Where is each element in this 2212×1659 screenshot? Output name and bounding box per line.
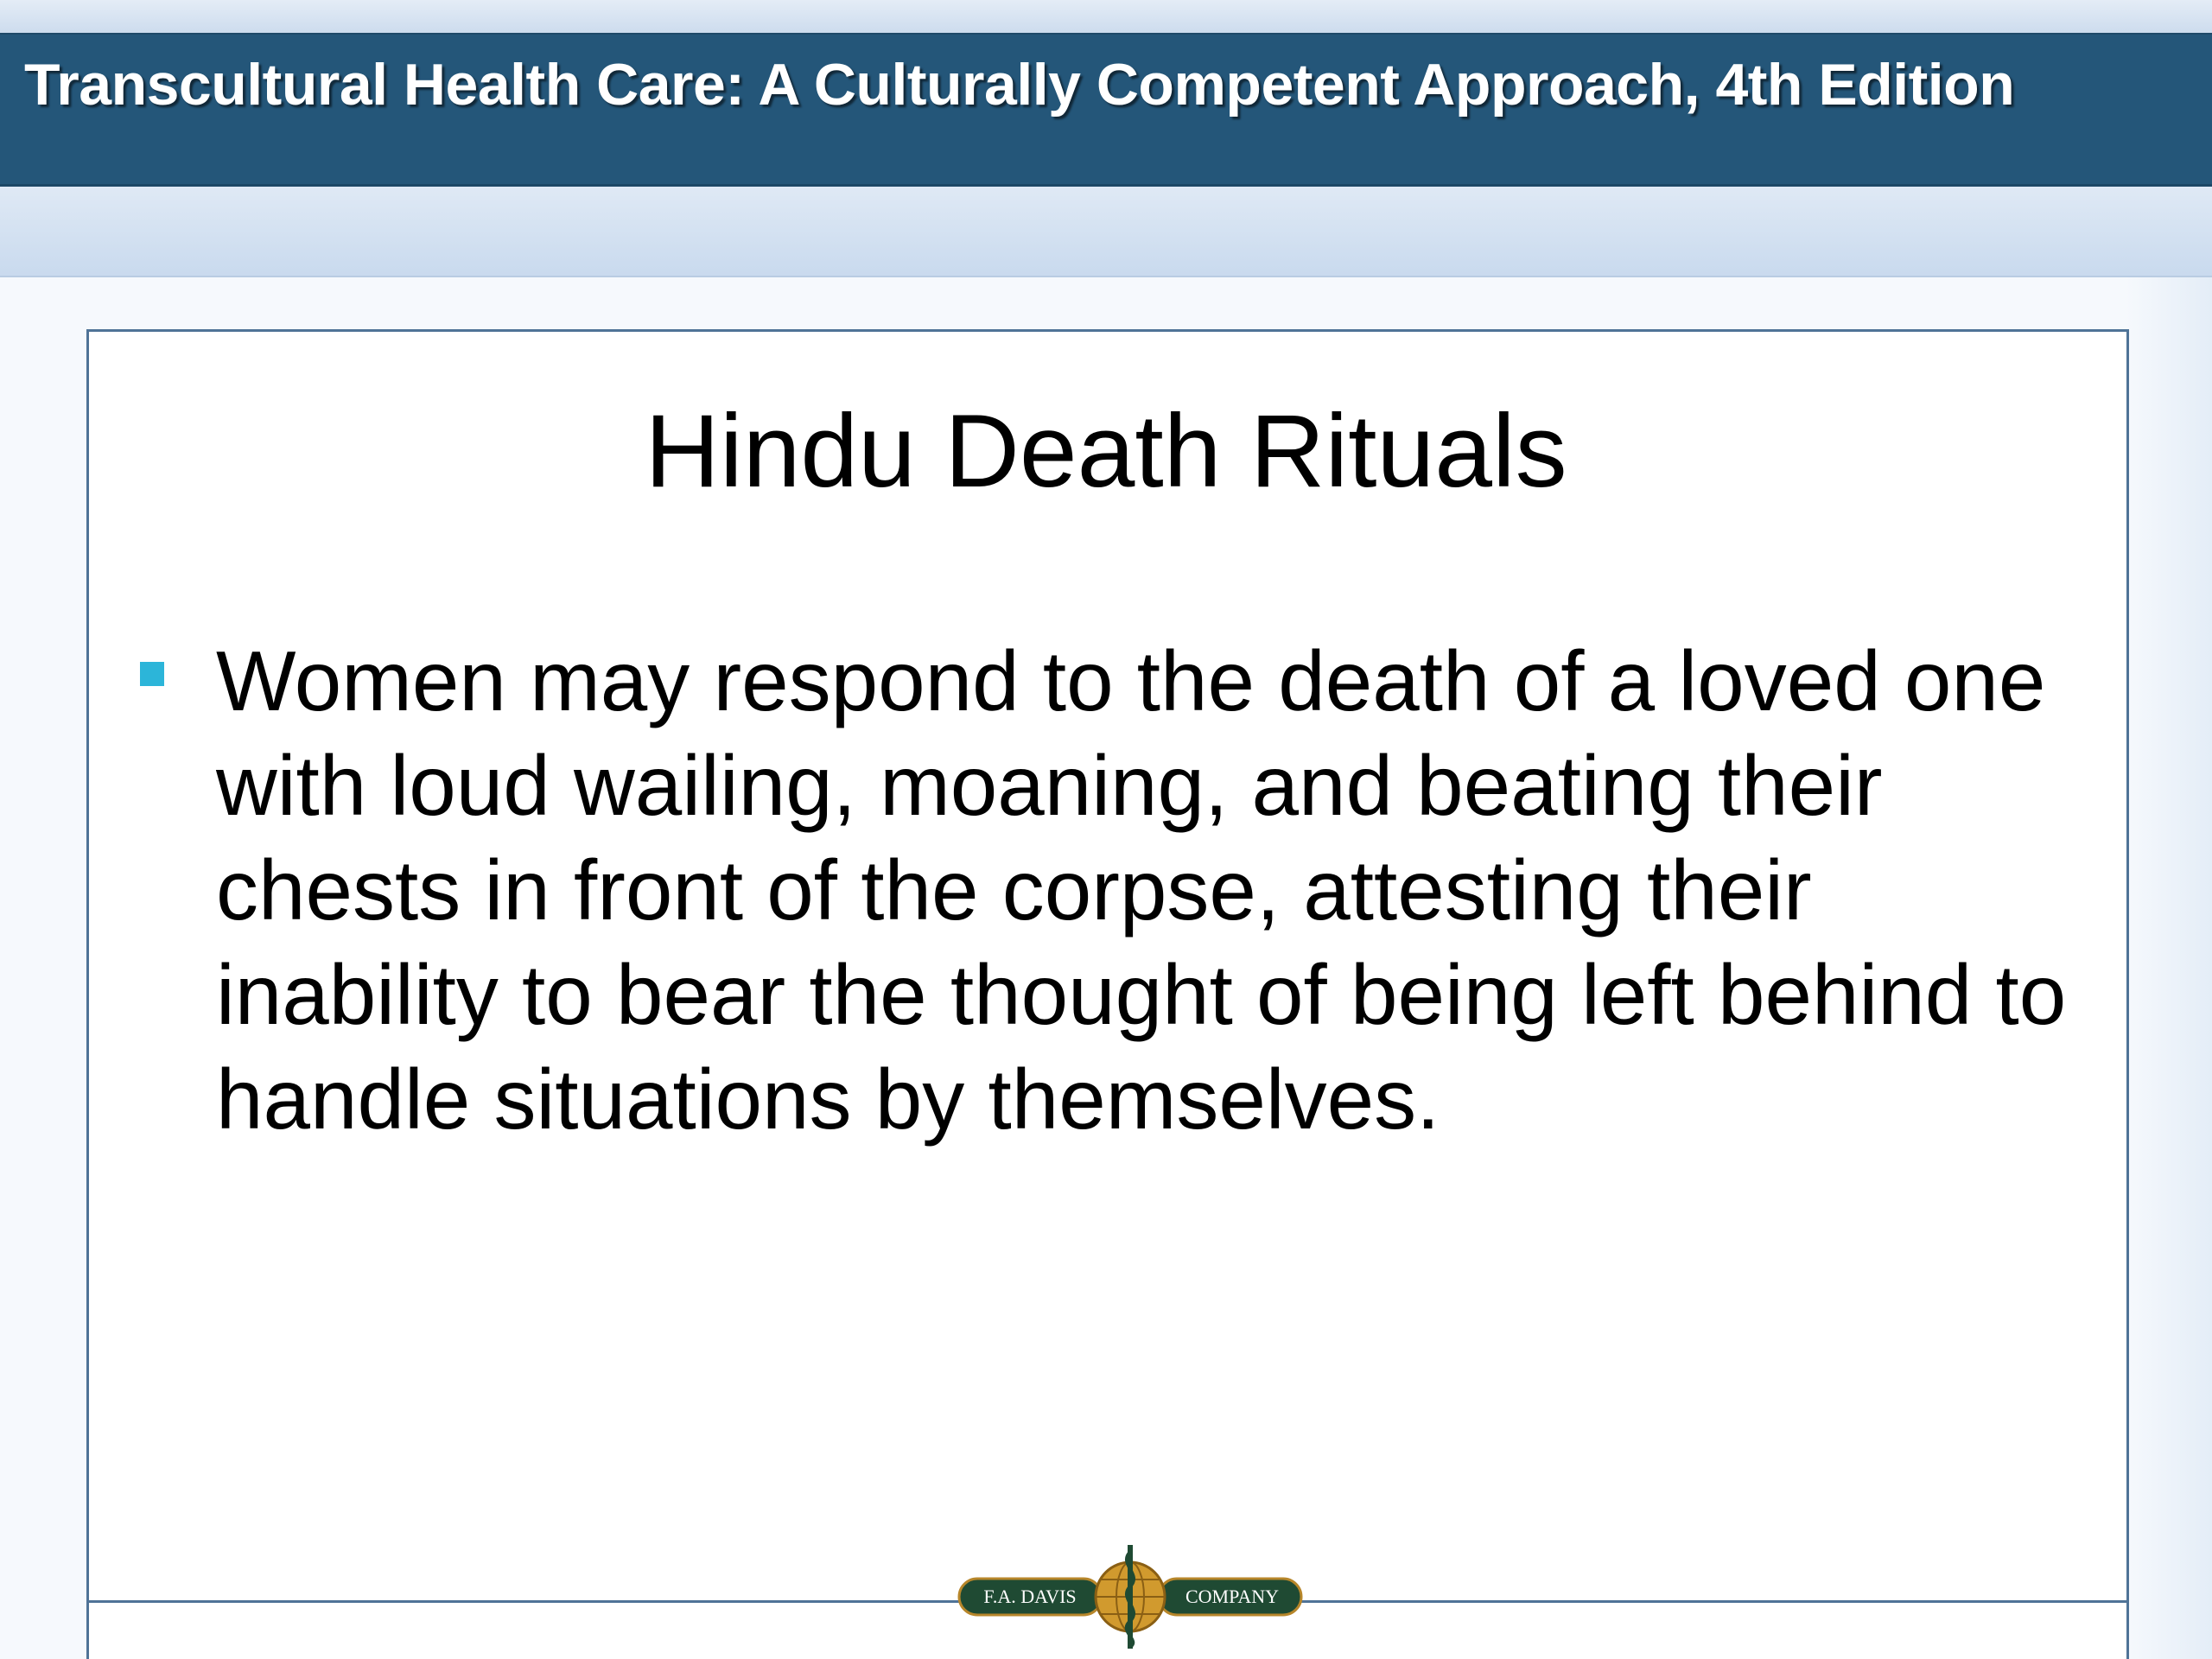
bullet-text: Women may respond to the death of a loved one with loud wailing, moaning, and beating their chests in front of the corpse, attesting their inability to bear the thought of being left behind to handle situations by themselves. <box>216 633 2067 1147</box>
top-strip <box>0 0 2212 33</box>
header-title: Transcultural Health Care: A Culturally Competent Approach, 4th Edition <box>24 52 2015 118</box>
slide-title: Hindu Death Rituals <box>645 393 1567 509</box>
logo-right-text: COMPANY <box>1185 1586 1280 1607</box>
bullet-list <box>138 629 2117 1152</box>
bullet-item <box>138 629 2117 1152</box>
square-bullet-icon <box>140 662 164 686</box>
logo-left-text: F.A. DAVIS <box>983 1586 1077 1607</box>
publisher-logo <box>957 1540 1303 1652</box>
subheader-band <box>0 187 2212 277</box>
